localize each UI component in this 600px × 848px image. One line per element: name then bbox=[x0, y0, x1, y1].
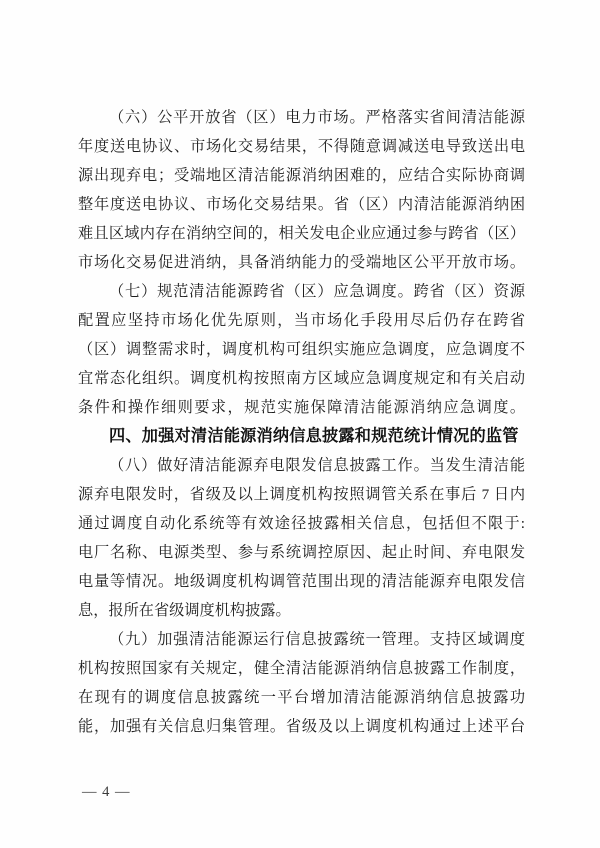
text-line: 电厂名称、电源类型、参与系统调控原因、起止时间、弃电限发 bbox=[78, 544, 525, 561]
text-line: （九）加强清洁能源运行信息披露统一管理。支持区域调度 bbox=[109, 631, 525, 648]
text-line: 源弃电限发时，省级及以上调度机构按照调管关系在事后 7 日内 bbox=[78, 486, 525, 503]
text-line: 通过调度自动化系统等有效途径披露相关信息，包括但不限于: bbox=[78, 515, 525, 532]
text-line: 宜常态化组织。调度机构按照南方区域应急调度规定和有关启动 bbox=[78, 370, 525, 387]
text-line: 息，报所在省级调度机构披露。 bbox=[78, 602, 291, 619]
text-line: 配置应坚持市场化优先原则，当市场化手段用尽后仍存在跨省 bbox=[78, 312, 525, 329]
text-line: 电量等情况。地级调度机构调管范围出现的清洁能源弃电限发信 bbox=[78, 573, 525, 590]
document-body bbox=[78, 103, 525, 741]
text-line: （八）做好清洁能源弃电限发信息披露工作。当发生清洁能 bbox=[109, 457, 525, 474]
text-line: 市场化交易促进消纳，具备消纳能力的受端地区公平开放市场。 bbox=[78, 254, 525, 271]
text-line: 难且区域内存在消纳空间的，相关发电企业应通过参与跨省（区） bbox=[78, 225, 525, 242]
text-line: 机构按照国家有关规定，健全清洁能源消纳信息披露工作制度， bbox=[78, 660, 525, 677]
text-line: 整年度送电协议、市场化交易结果。省（区）内清洁能源消纳困 bbox=[78, 196, 525, 213]
text-line: 年度送电协议、市场化交易结果，不得随意调减送电导致送出电 bbox=[78, 138, 525, 155]
text-line: 条件和操作细则要求，规范实施保障清洁能源消纳应急调度。 bbox=[78, 399, 525, 416]
text-line: 在现有的调度信息披露统一平台增加清洁能源消纳信息披露功 bbox=[78, 689, 525, 706]
text-line: （七）规范清洁能源跨省（区）应急调度。跨省（区）资源 bbox=[109, 283, 525, 300]
text-line: （区）调整需求时，调度机构可组织实施应急调度，应急调度不 bbox=[78, 341, 525, 358]
section-heading: 四、加强对清洁能源消纳信息披露和规范统计情况的监管 bbox=[109, 427, 519, 445]
text-line: （六）公平开放省（区）电力市场。严格落实省间清洁能源 bbox=[109, 109, 525, 126]
text-line: 能，加强有关信息归集管理。省级及以上调度机构通过上述平台 bbox=[78, 718, 525, 735]
page-number: — 4 — bbox=[82, 784, 131, 800]
text-line: 源出现弃电；受端地区清洁能源消纳困难的，应结合实际协商调 bbox=[78, 167, 525, 184]
